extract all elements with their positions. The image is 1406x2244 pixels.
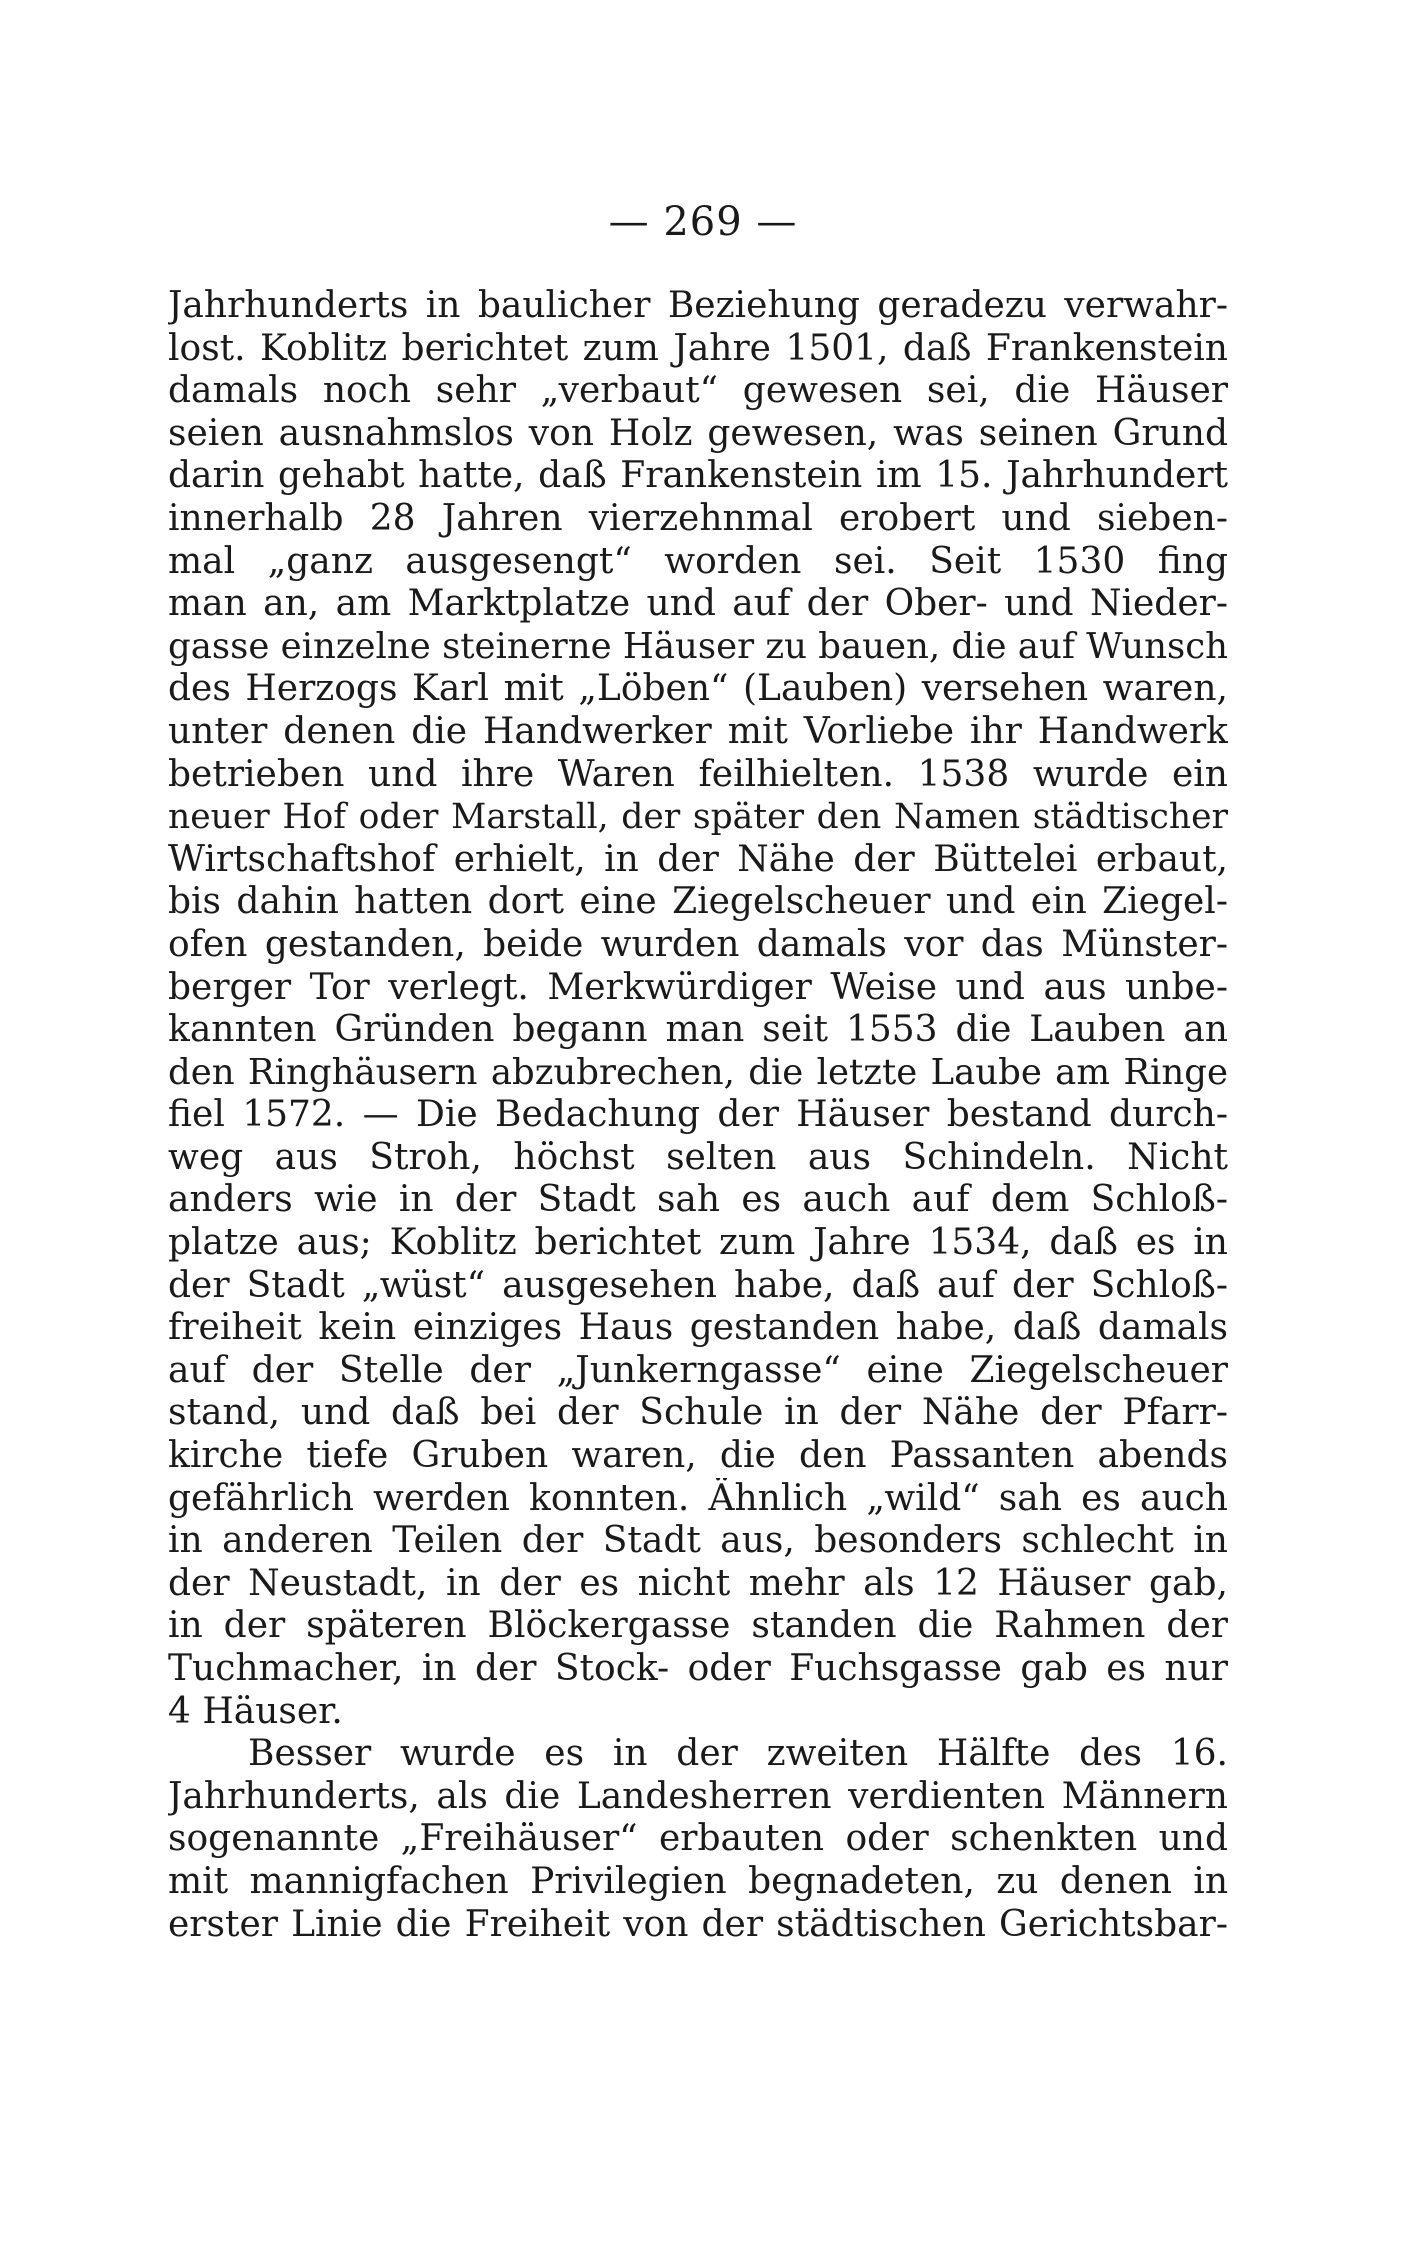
text-line: innerhalb 28 Jahren vierzehnmal erobert und sieben- (168, 497, 1228, 539)
text-line: in der späteren Blöckergasse standen die Rahmen der (168, 1605, 1228, 1647)
text-line: Jahrhunderts, als die Landesherren verdienten Männern (168, 1775, 1228, 1817)
text-line: freiheit kein einziges Haus gestanden habe, daß damals (168, 1307, 1228, 1349)
text-line: neuer Hof oder Marstall, der später den Namen städtischer (168, 797, 1228, 838)
paragraph-end-line: 4 Häuser. (168, 1690, 343, 1732)
text-line: kirche tiefe Gruben waren, die den Passanten abends (168, 1435, 1228, 1477)
text-line: auf der Stelle der „Junkerngasse“ eine Ziegelscheuer (168, 1349, 1228, 1391)
text-line: seien ausnahmslos von Holz gewesen, was seinen Grund (168, 412, 1228, 454)
page-number: — 269 — (608, 199, 798, 245)
text-line: damals noch sehr „verbaut“ gewesen sei, die Häuser (168, 370, 1228, 412)
text-line: lost. Koblitz berichtet zum Jahre 1501, daß Frankenstein (168, 327, 1228, 369)
text-line: unter denen die Handwerker mit Vorliebe ihr Handwerk (168, 710, 1228, 752)
text-line: des Herzogs Karl mit „Löben“ (Lauben) versehen waren, (168, 668, 1228, 710)
text-line: der Neustadt, in der es nicht mehr als 12 Häuser gab, (168, 1562, 1228, 1604)
text-line: man an, am Marktplatze und auf der Ober- und Nieder- (168, 583, 1228, 625)
text-line: ofen gestanden, beide wurden damals vor das Münster- (168, 923, 1228, 965)
text-line: kannten Gründen begann man seit 1553 die Lauben an (168, 1009, 1228, 1051)
body-text (168, 285, 1228, 1946)
text-line: darin gehabt hatte, daß Frankenstein im 15. Jahrhundert (168, 455, 1228, 497)
text-line: mal „ganz ausgesengt“ worden sei. Seit 1530 fing (168, 540, 1228, 582)
text-line: mit mannigfachen Privilegien begnadeten, zu denen in (168, 1860, 1228, 1902)
text-line: Jahrhunderts in baulicher Beziehung geradezu verwahr- (168, 285, 1228, 326)
text-line: sogenannte „Freihäuser“ erbauten oder schenkten und (168, 1818, 1228, 1860)
text-line: gefährlich werden konnten. Ähnlich „wild“ sah es auch (168, 1477, 1228, 1519)
text-line: anders wie in der Stadt sah es auch auf dem Schloß- (168, 1179, 1228, 1221)
text-line: platze aus; Koblitz berichtet zum Jahre 1534, daß es in (168, 1222, 1228, 1264)
text-line: betrieben und ihre Waren feilhielten. 1538 wurde ein (168, 753, 1228, 795)
text-line: der Stadt „wüst“ ausgesehen habe, daß auf der Schloß- (168, 1264, 1228, 1306)
text-line: bis dahin hatten dort eine Ziegelscheuer und ein Ziegel- (168, 881, 1228, 923)
paragraph-start-line: Besser wurde es in der zweiten Hälfte des 16. (248, 1733, 1228, 1775)
text-line: Wirtschaftshof erhielt, in der Nähe der Büttelei erbaut, (168, 838, 1228, 880)
text-line: Tuchmacher, in der Stock- oder Fuchsgasse gab es nur (168, 1648, 1228, 1689)
text-line: den Ringhäusern abzubrechen, die letzte Laube am Ringe (168, 1051, 1228, 1093)
text-line: in anderen Teilen der Stadt aus, besonders schlecht in (168, 1520, 1228, 1562)
text-line: berger Tor verlegt. Merkwürdiger Weise und aus unbe- (168, 966, 1228, 1008)
text-line: erster Linie die Freiheit von der städtischen Gerichtsbar- (168, 1903, 1228, 1945)
text-line: gasse einzelne steinerne Häuser zu bauen, die auf Wunsch (168, 625, 1228, 667)
text-line: fiel 1572. — Die Bedachung der Häuser bestand durch- (168, 1094, 1228, 1136)
text-line: weg aus Stroh, höchst selten aus Schindeln. Nicht (168, 1136, 1228, 1178)
text-line: stand, und daß bei der Schule in der Nähe der Pfarr- (168, 1392, 1228, 1434)
